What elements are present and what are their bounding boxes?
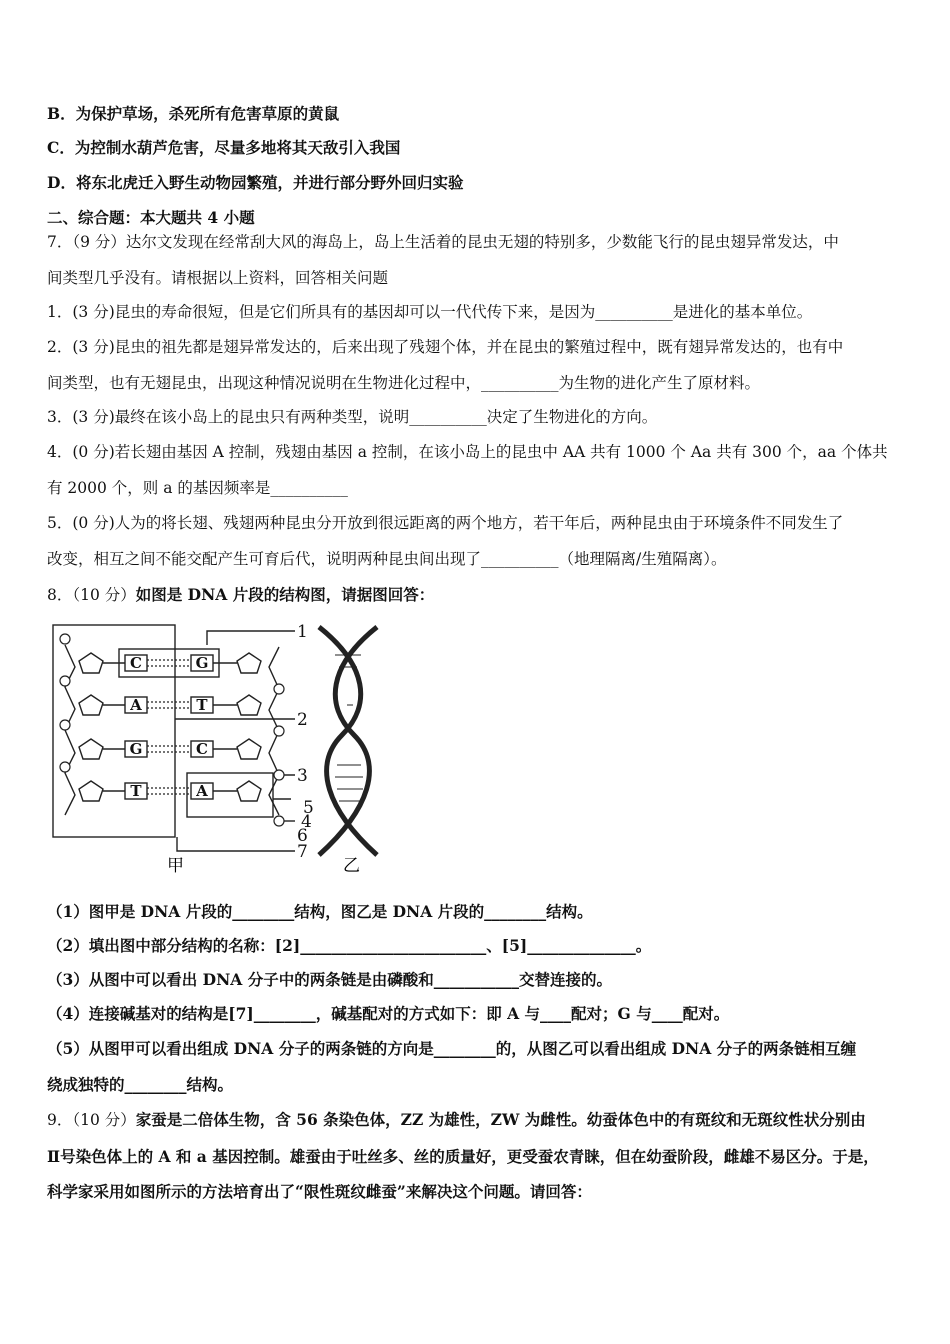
q9-stem-line1 [47, 1108, 866, 1130]
base-right-4: A [196, 782, 208, 800]
q8-part3: （3）从图中可以看出 DNA 分子中的两条链是由磷酸和___________交替连接的。 [47, 970, 612, 989]
q7-sub4-line2: 有 2000 个，则 a 的基因频率是__________ [47, 479, 348, 497]
section-heading: 二、综合题：本大题共 4 小题 [47, 208, 255, 227]
q8-part4: （4）连接碱基对的结构是[7]________，碱基配对的方式如下：即 A 与____配对；G 与____配对。 [47, 1004, 730, 1023]
q7-sub1: 1．(3 分)昆虫的寿命很短，但是它们所具有的基因却可以一代代传下来，是因为__________是进化的基本单位。 [47, 303, 813, 321]
q8-part5-line1: （5）从图甲可以看出组成 DNA 分子的两条链的方向是________的，从图乙可以看出组成 DNA 分子的两条链相互缠 [47, 1039, 857, 1058]
option-d: D．将东北虎迁入野生动物园繁殖，并进行部分野外回归实验 [47, 173, 464, 192]
label-7: 7 [297, 842, 308, 862]
option-c: C．为控制水葫芦危害，尽量多地将其天敌引入我国 [47, 138, 401, 157]
q9-number: 9．（10 分） [47, 1111, 136, 1129]
label-3: 3 [297, 766, 308, 786]
q8-part5-line2: 绕成独特的________结构。 [47, 1075, 234, 1094]
base-left-4: T [130, 782, 142, 800]
sugar-right-2 [237, 695, 261, 715]
option-b: B．为保护草场，杀死所有危害草原的黄鼠 [47, 104, 340, 123]
leader-1 [207, 631, 295, 645]
q7-sub5-line1: 5．(0 分)人为的将长翅、残翅两种昆虫分开放到很远距离的两个地方，若干年后，两种昆虫由于环境条件不同发生了 [47, 514, 844, 532]
label-6: 6 [297, 826, 308, 846]
label-1: 1 [297, 622, 308, 642]
label-5: 5 [303, 798, 314, 818]
base-right-2: T [196, 696, 208, 714]
sugar-left-4 [79, 781, 103, 801]
q7-sub5-line2: 改变，相互之间不能交配产生可育后代，说明两种昆虫间出现了__________（地理隔离/生殖隔离）。 [47, 550, 727, 568]
q9-stem-line3: 科学家采用如图所示的方法培育出了“限性斑纹雌蚕”来解决这个问题。请回答： [47, 1182, 592, 1201]
sugar-left-2 [79, 695, 103, 715]
q8-number: 8．（10 分） [47, 586, 136, 604]
q8-part2: （2）填出图中部分结构的名称：[2]________________________、[5]______________。 [47, 936, 652, 955]
sugar-left-1 [79, 653, 103, 673]
q7-sub2-line1: 2．(3 分)昆虫的祖先都是翅异常发达的，后来出现了残翅个体，并在昆虫的繁殖过程中，既有翅异常发达的，也有中 [47, 338, 844, 356]
base-left-1: C [130, 654, 142, 672]
q7-sub4-line1: 4．(0 分)若长翅由基因 A 控制，残翅由基因 a 控制，在该小岛上的昆虫中 AA 共有 1000 个 Aa 共有 300 个，aa 个体共 [47, 443, 888, 461]
base-left-2: A [130, 696, 142, 714]
q8-stem-text: 如图是 DNA 片段的结构图，请据图回答： [135, 585, 435, 604]
sugar-right-3 [237, 739, 261, 759]
sugar-right-4 [237, 781, 261, 801]
figure-frame [53, 625, 175, 837]
q7-sub3: 3．(3 分)最终在该小岛上的昆虫只有两种类型，说明__________决定了生物进化的方向。 [47, 408, 658, 426]
q8-stem [47, 583, 434, 605]
label-4: 4 [301, 812, 312, 832]
base-right-1: G [195, 654, 209, 672]
base-right-3: C [196, 740, 208, 758]
q7-sub2-line2: 间类型，也有无翅昆虫，出现这种情况说明在生物进化过程中，__________为生物的进化产生了原材料。 [47, 374, 761, 392]
dna-figure [47, 615, 387, 875]
q9-text-1: 家蚕是二倍体生物，含 56 条染色体，ZZ 为雄性，ZW 为雌性。幼蚕体色中的有斑纹和无斑纹性状分别由 [135, 1110, 866, 1129]
q7-stem-line2: 间类型几乎没有。请根据以上资料，回答相关问题 [47, 269, 389, 287]
double-helix [319, 627, 377, 855]
dna-diagram [47, 615, 387, 875]
label-2: 2 [297, 710, 308, 730]
q8-part1: （1）图甲是 DNA 片段的________结构，图乙是 DNA 片段的________结构。 [47, 902, 593, 921]
q9-stem-line2: Ⅱ号染色体上的 A 和 a 基因控制。雄蚕由于吐丝多、丝的质量好，更受蚕农青睐，但在幼蚕阶段，雌雄不易区分。于是， [47, 1147, 879, 1166]
caption-jia: 甲 [167, 856, 184, 875]
sugar-right-1 [237, 653, 261, 673]
caption-yi: 乙 [343, 856, 360, 875]
sugar-left-3 [79, 739, 103, 759]
base-left-3: G [129, 740, 143, 758]
q7-stem-line1: 7．（9 分）达尔文发现在经常刮大风的海岛上，岛上生活着的昆虫无翅的特别多，少数能飞行的昆虫翅异常发达，中 [47, 233, 839, 251]
